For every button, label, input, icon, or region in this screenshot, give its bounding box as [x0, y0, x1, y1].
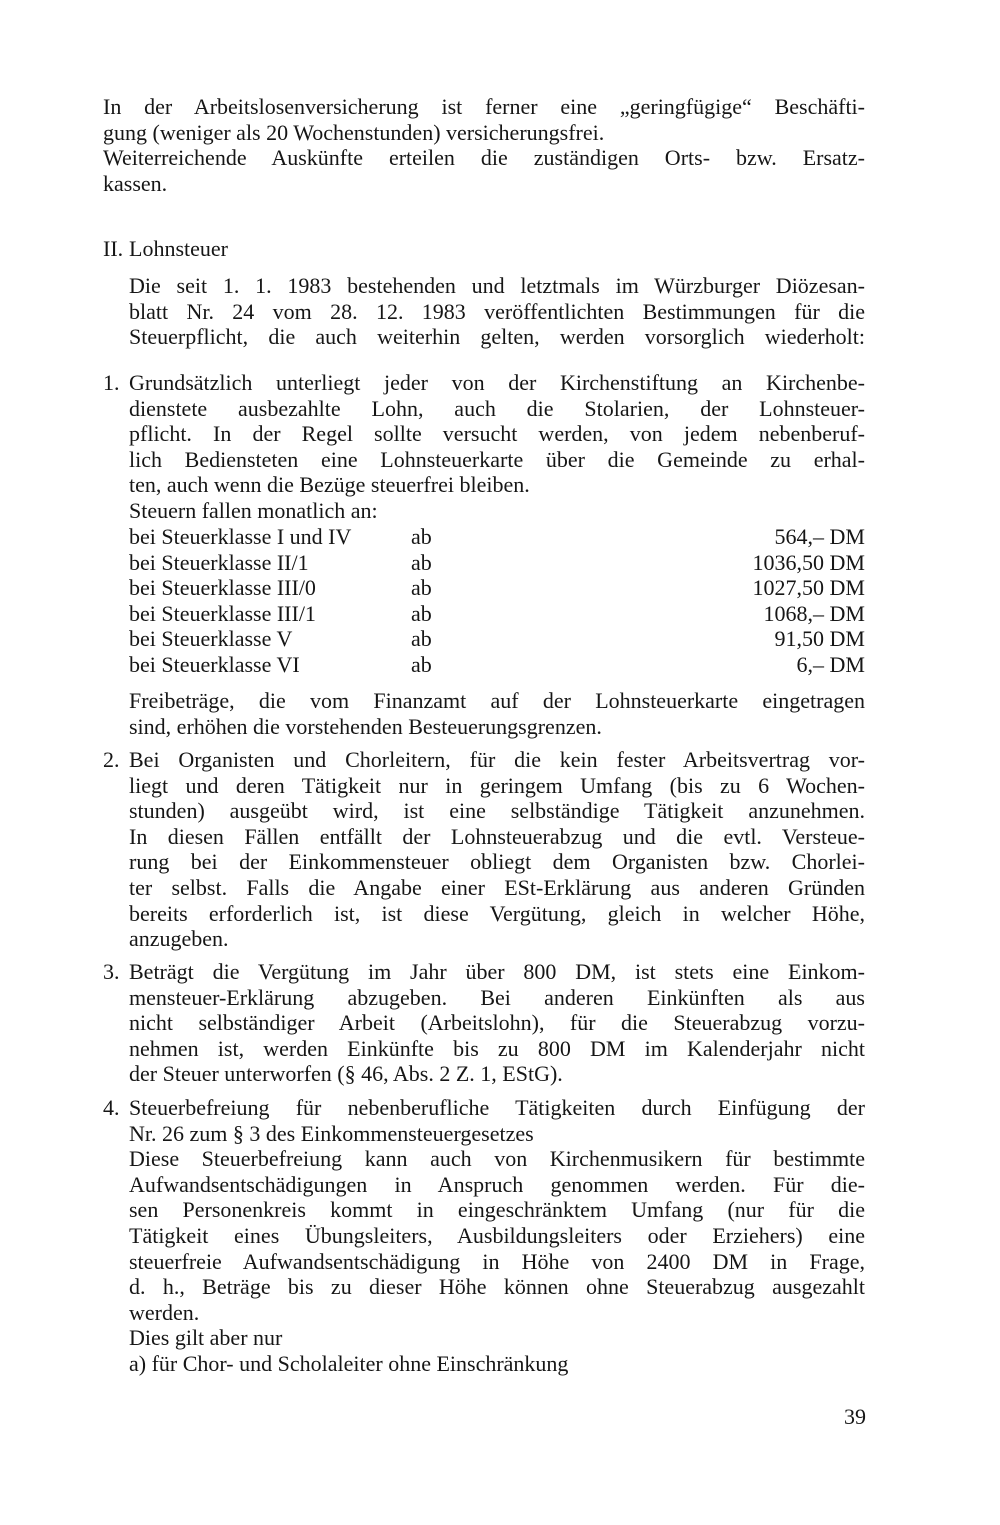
text-line: gung (weniger als 20 Wochenstunden) versicherungsfrei. [103, 119, 605, 145]
tax-table [129, 524, 865, 678]
tax-amount: 6,– DM [796, 651, 865, 677]
text-line: Dies gilt aber nur [129, 1325, 283, 1351]
tax-amount: 1027,50 DM [752, 575, 865, 601]
text-line: sind, erhöhen die vorstehenden Besteuerungsgrenzen. [129, 713, 602, 739]
list-item-number: 2. [103, 747, 120, 772]
tax-row [129, 652, 865, 678]
text-line: Bei Organisten und Chorleitern, für die kein fester Arbeitsvertrag vor- [129, 747, 865, 772]
tax-from: ab [411, 549, 432, 575]
list-item-number: 3. [103, 959, 120, 984]
text-line: d. h., Beträge bis zu dieser Höhe können ohne Steuerabzug ausgezahlt [129, 1274, 865, 1300]
text-line: blatt Nr. 24 vom 28. 12. 1983 veröffentlichten Bestimmungen für die [129, 298, 865, 324]
tax-amount: 1068,– DM [763, 600, 865, 626]
text-line: Grundsätzlich unterliegt jeder von der Kirchenstiftung an Kirchenbe- [129, 370, 865, 395]
tax-class: bei Steuerklasse III/1 [129, 600, 316, 626]
section-title: Lohnsteuer [129, 236, 228, 261]
text-line: Steuerbefreiung für nebenberufliche Tätigkeiten durch Einfügung der [129, 1095, 865, 1120]
tax-amount: 91,50 DM [774, 626, 865, 652]
text-line: werden. [129, 1299, 200, 1325]
tax-class: bei Steuerklasse II/1 [129, 549, 309, 575]
text-line: der Steuer unterworfen (§ 46, Abs. 2 Z. 1, EStG). [129, 1061, 563, 1087]
tax-row [129, 524, 865, 550]
list-item-1-continuation [129, 688, 865, 739]
tax-table-intro: Steuern fallen monatlich an: [129, 497, 378, 523]
tax-class: bei Steuerklasse VI [129, 651, 300, 677]
tax-class: bei Steuerklasse III/0 [129, 575, 316, 601]
list-item-body [129, 747, 865, 952]
page-number: 39 [844, 1404, 866, 1429]
list-item-number: 1. [103, 370, 120, 395]
section-paragraph [129, 273, 865, 350]
tax-row [129, 575, 865, 601]
list-item-body [129, 370, 865, 524]
text-line: Weiterreichende Auskünfte erteilen die zuständigen Orts- bzw. Ersatz- [103, 145, 865, 171]
text-line: mensteuer-Erklärung abzugeben. Bei anderen Einkünften als aus [129, 984, 865, 1010]
tax-class: bei Steuerklasse I und IV [129, 524, 352, 549]
tax-from: ab [411, 626, 432, 652]
text-line: Steuerpflicht, die auch weiterhin gelten, werden vorsorglich wiederholt: [129, 324, 865, 350]
text-line: Tätigkeit eines Übungsleiters, Ausbildungsleiters oder Erziehers) eine [129, 1222, 865, 1248]
text-line: pflicht. In der Regel sollte versucht werden, von jedem nebenberuf- [129, 421, 865, 447]
text-line: ten, auch wenn die Bezüge steuerfrei bleiben. [129, 472, 530, 498]
tax-from: ab [411, 524, 432, 549]
text-line: liegt und deren Tätigkeit nur in geringem Umfang (bis zu 6 Wochen- [129, 772, 865, 798]
tax-row [129, 601, 865, 627]
text-line: Diese Steuerbefreiung kann auch von Kirchenmusikern für bestimmte [129, 1146, 865, 1172]
text-line: Aufwandsentschädigungen in Anspruch genommen werden. Für die- [129, 1171, 865, 1197]
section-heading [103, 236, 1000, 262]
text-line: bereits erforderlich ist, ist diese Vergütung, gleich in welcher Höhe, [129, 900, 865, 926]
list-item-body [129, 1095, 865, 1377]
text-line: Nr. 26 zum § 3 des Einkommensteuergesetzes [129, 1120, 534, 1146]
text-line: stunden) ausgeübt wird, ist eine selbständige Tätigkeit anzunehmen. [129, 798, 865, 824]
tax-from: ab [411, 600, 432, 626]
text-line: ter selbst. Falls die Angabe einer ESt-Erklärung aus anderen Gründen [129, 874, 865, 900]
text-line: kassen. [103, 170, 168, 196]
text-line: lich Bediensteten eine Lohnsteuerkarte über die Gemeinde zu erhal- [129, 446, 865, 472]
text-line: nicht selbständiger Arbeit (Arbeitslohn), für die Steuerabzug vorzu- [129, 1010, 865, 1036]
list-item-number: 4. [103, 1095, 120, 1120]
text-line: In der Arbeitslosenversicherung ist ferner eine „geringfügige“ Beschäfti- [103, 94, 865, 119]
tax-amount: 1036,50 DM [752, 549, 865, 575]
tax-class: bei Steuerklasse V [129, 626, 293, 652]
text-line: anzugeben. [129, 926, 229, 952]
list-item-body [129, 959, 865, 1087]
tax-from: ab [411, 575, 432, 601]
tax-row [129, 626, 865, 652]
text-line: Freibeträge, die vom Finanzamt auf der Lohnsteuerkarte eingetragen [129, 688, 865, 713]
intro-paragraph [103, 94, 865, 196]
text-line: a) für Chor- und Scholaleiter ohne Einschränkung [129, 1350, 569, 1376]
tax-amount: 564,– DM [774, 524, 865, 549]
text-line: steuerfreie Aufwandsentschädigung in Höhe von 2400 DM in Frage, [129, 1248, 865, 1274]
text-line: sen Personenkreis kommt in eingeschränktem Umfang (nur für die [129, 1197, 865, 1223]
tax-from: ab [411, 651, 432, 677]
text-line: Die seit 1. 1. 1983 bestehenden und letztmals im Würzburger Diözesan- [129, 273, 865, 298]
text-line: nehmen ist, werden Einkünfte bis zu 800 DM im Kalenderjahr nicht [129, 1035, 865, 1061]
text-line: Beträgt die Vergütung im Jahr über 800 DM, ist stets eine Einkom- [129, 959, 865, 984]
tax-row [129, 550, 865, 576]
section-number: II. [103, 236, 124, 261]
text-line: In diesen Fällen entfällt der Lohnsteuerabzug und die evtl. Versteue- [129, 823, 865, 849]
text-line: rung bei der Einkommensteuer obliegt dem Organisten bzw. Chorlei- [129, 849, 865, 875]
text-line: dienstete ausbezahlte Lohn, auch die Stolarien, der Lohnsteuer- [129, 395, 865, 421]
